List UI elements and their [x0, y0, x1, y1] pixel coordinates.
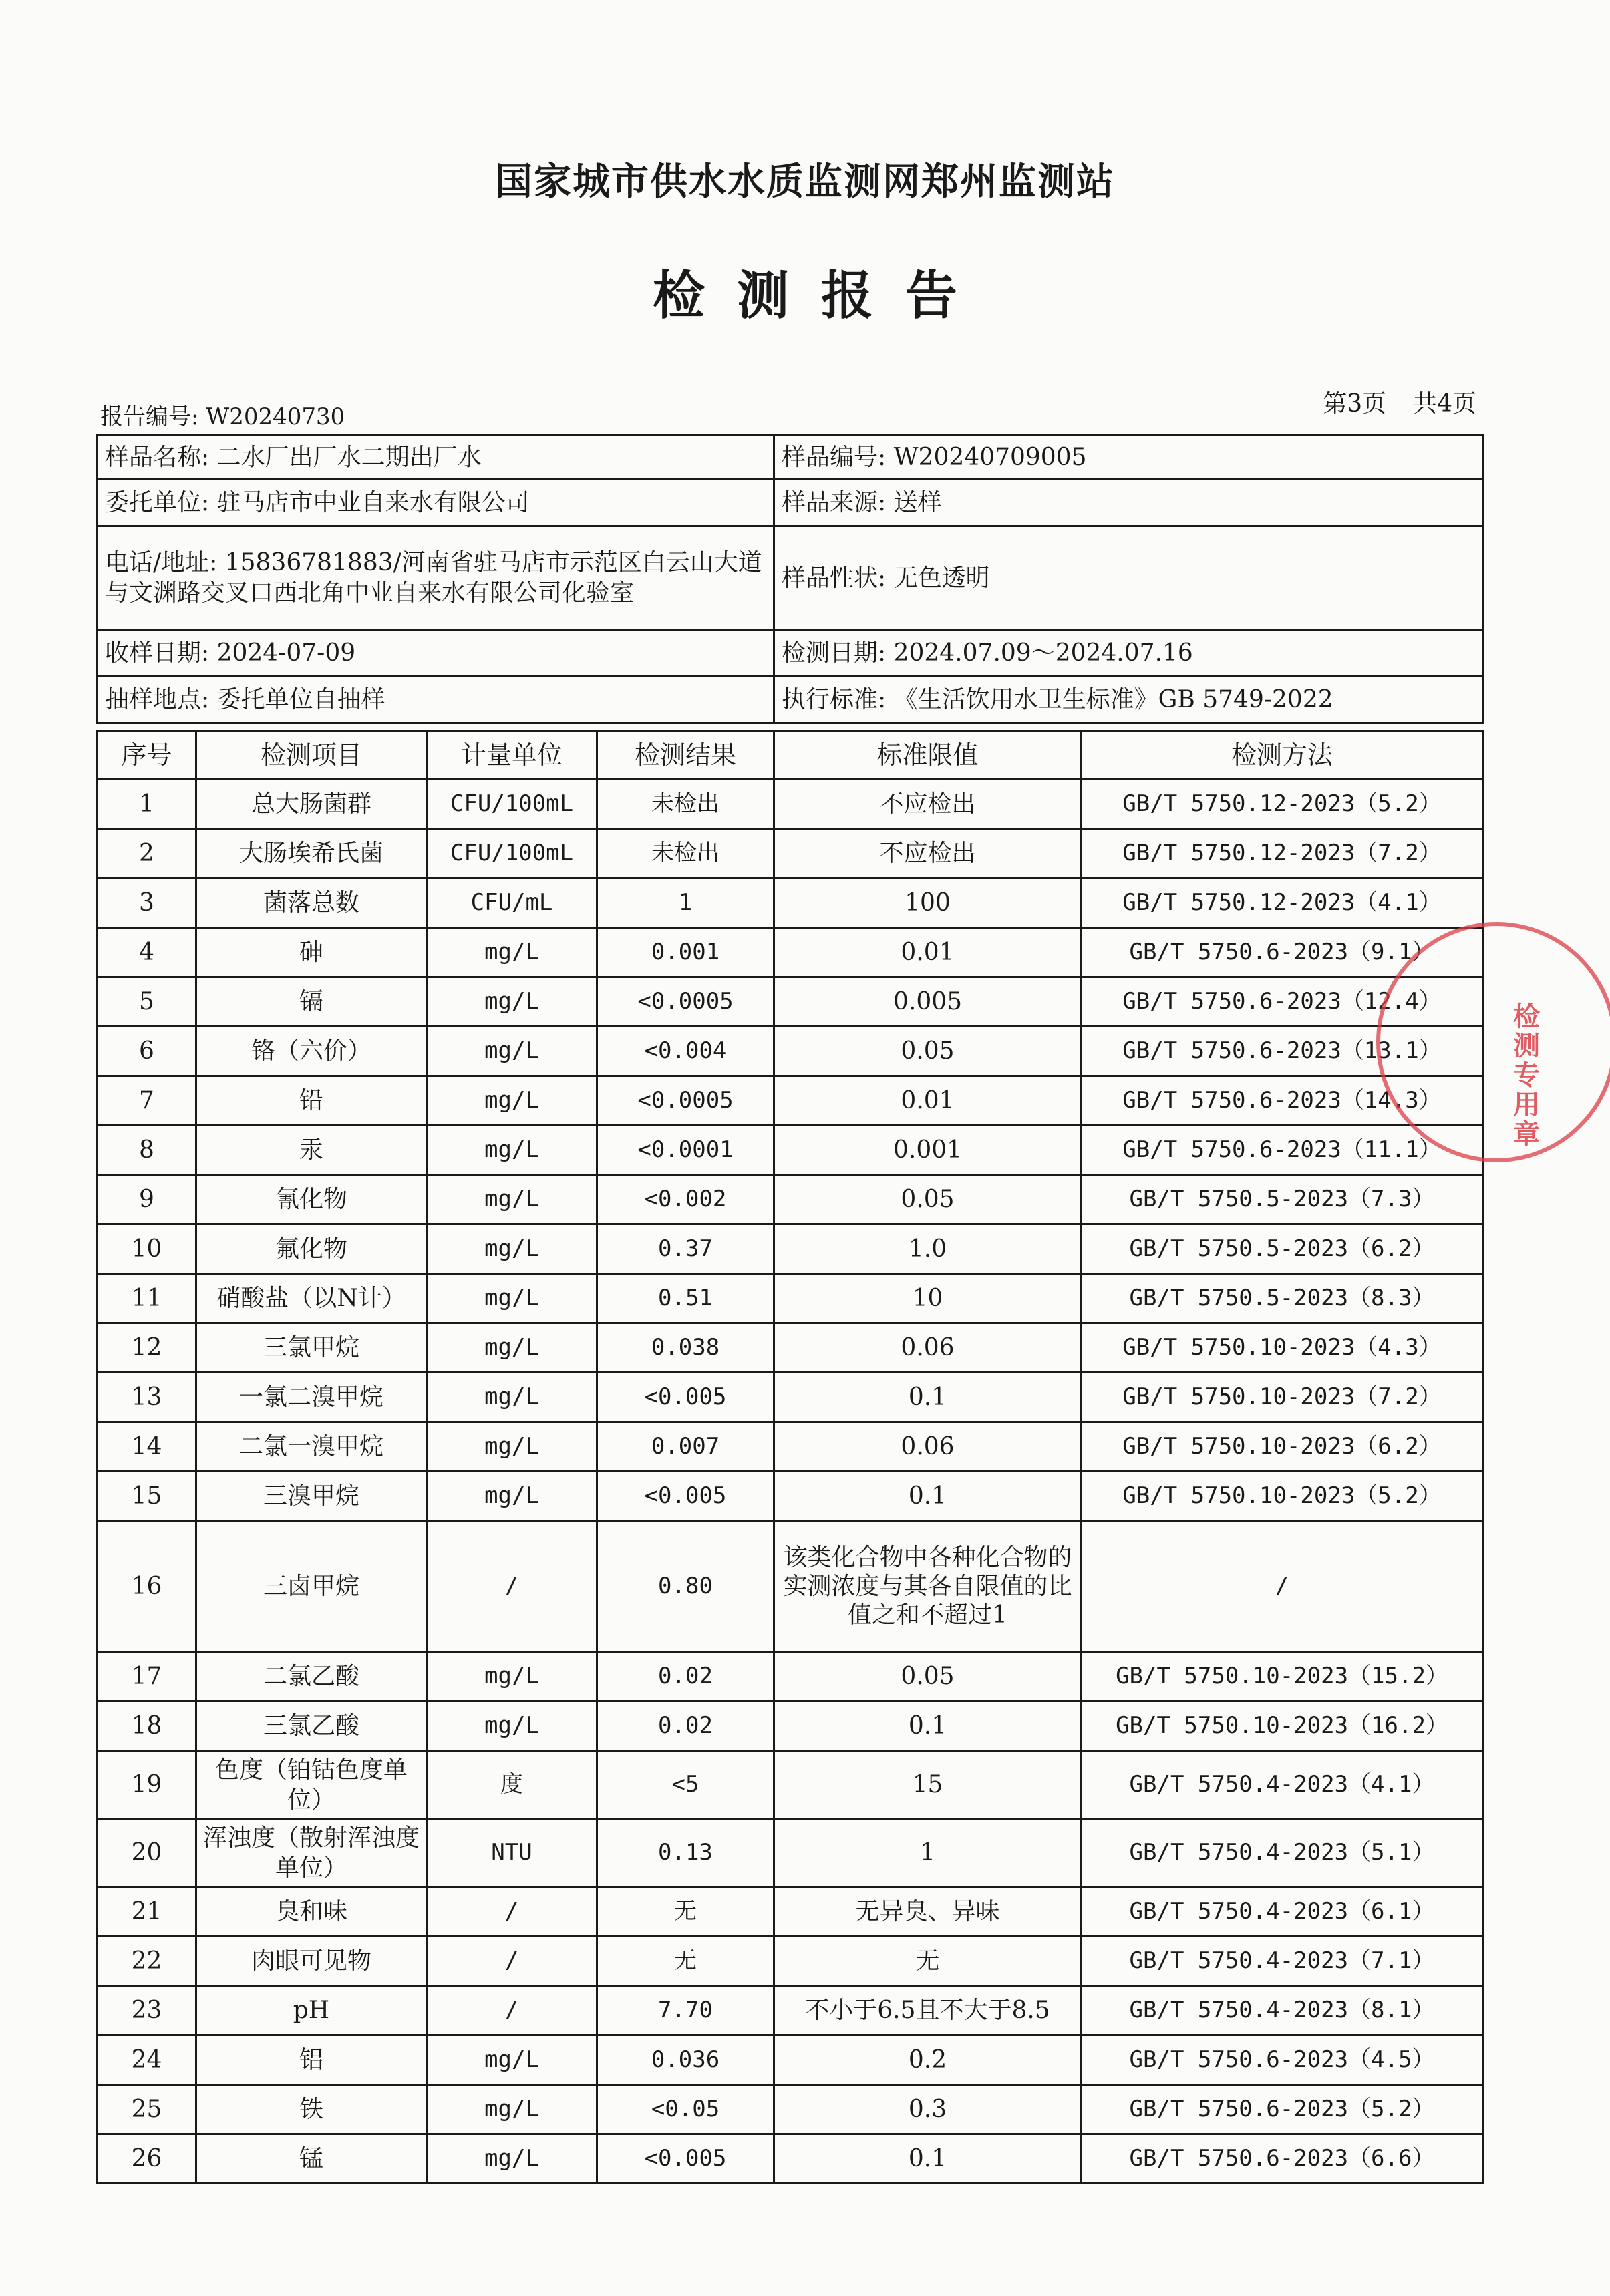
- unit: /: [427, 1887, 597, 1937]
- column-header: 检测方法: [1082, 731, 1483, 780]
- test-result: <0.0005: [597, 1076, 774, 1126]
- row-number: 22: [98, 1937, 196, 1986]
- row-number: 13: [98, 1373, 196, 1422]
- test-result: <0.0001: [597, 1126, 774, 1175]
- standard-limit: 不小于6.5且不大于8.5: [774, 1986, 1082, 2035]
- table-row: [98, 1986, 1483, 2035]
- test-method: GB/T 5750.6-2023（14.3）: [1082, 1076, 1483, 1126]
- unit: /: [427, 1937, 597, 1986]
- test-method: GB/T 5750.4-2023（5.1）: [1082, 1819, 1483, 1887]
- test-method: GB/T 5750.4-2023（6.1）: [1082, 1887, 1483, 1937]
- test-result: 0.036: [597, 2035, 774, 2085]
- test-item: 二氯一溴甲烷: [196, 1422, 427, 1472]
- row-number: 24: [98, 2035, 196, 2085]
- row-number: 25: [98, 2085, 196, 2134]
- unit: /: [427, 1986, 597, 2035]
- unit: 度: [427, 1751, 597, 1819]
- table-row: [98, 1937, 1483, 1986]
- page-number: 第3页: [1323, 390, 1387, 418]
- unit: mg/L: [427, 977, 597, 1027]
- test-method: GB/T 5750.10-2023（4.3）: [1082, 1323, 1483, 1373]
- test-item: 三卤甲烷: [196, 1521, 427, 1652]
- standard-limit: 0.2: [774, 2035, 1082, 2085]
- standard-limit: 1.0: [774, 1224, 1082, 1274]
- unit: mg/L: [427, 1701, 597, 1751]
- row-number: 5: [98, 977, 196, 1027]
- unit: mg/L: [427, 1373, 597, 1422]
- standard-limit: 0.05: [774, 1175, 1082, 1224]
- test-method: GB/T 5750.6-2023（6.6）: [1082, 2134, 1483, 2184]
- received-date: 收样日期: 2024-07-09: [98, 630, 774, 677]
- standard-limit: 0.001: [774, 1126, 1082, 1175]
- results-table: [96, 730, 1484, 2184]
- row-number: 10: [98, 1224, 196, 1274]
- test-method: GB/T 5750.6-2023（11.1）: [1082, 1126, 1483, 1175]
- row-number: 23: [98, 1986, 196, 2035]
- test-item: 铝: [196, 2035, 427, 2085]
- test-method: GB/T 5750.10-2023（5.2）: [1082, 1472, 1483, 1521]
- test-result: <0.0005: [597, 977, 774, 1027]
- column-header: 计量单位: [427, 731, 597, 780]
- test-result: <0.002: [597, 1175, 774, 1224]
- test-item: 氟化物: [196, 1224, 427, 1274]
- row-number: 1: [98, 780, 196, 829]
- unit: mg/L: [427, 2035, 597, 2085]
- row-number: 26: [98, 2134, 196, 2184]
- document-title: 检测报告: [652, 265, 989, 326]
- test-method: GB/T 5750.6-2023（5.2）: [1082, 2085, 1483, 2134]
- test-method: GB/T 5750.12-2023（5.2）: [1082, 780, 1483, 829]
- standard-limit: 无异臭、异味: [774, 1887, 1082, 1937]
- test-item: 浑浊度（散射浑浊度单位）: [196, 1819, 427, 1887]
- test-method: GB/T 5750.5-2023（8.3）: [1082, 1274, 1483, 1323]
- row-number: 2: [98, 829, 196, 878]
- test-result: 未检出: [597, 829, 774, 878]
- unit: mg/L: [427, 1472, 597, 1521]
- standard-limit: 0.1: [774, 1373, 1082, 1422]
- test-date: 检测日期: 2024.07.09～2024.07.16: [774, 630, 1483, 677]
- test-method: /: [1082, 1521, 1483, 1652]
- test-result: <0.005: [597, 2134, 774, 2184]
- test-method: GB/T 5750.10-2023（15.2）: [1082, 1652, 1483, 1701]
- table-row: [98, 878, 1483, 928]
- table-row: [98, 1751, 1483, 1819]
- table-row: [98, 2085, 1483, 2134]
- table-row: [98, 780, 1483, 829]
- table-header-row: [98, 731, 1483, 780]
- test-item: 总大肠菌群: [196, 780, 427, 829]
- test-method: GB/T 5750.4-2023（8.1）: [1082, 1986, 1483, 2035]
- row-number: 11: [98, 1274, 196, 1323]
- row-number: 9: [98, 1175, 196, 1224]
- test-result: <5: [597, 1751, 774, 1819]
- test-result: 0.80: [597, 1521, 774, 1652]
- test-method: GB/T 5750.12-2023（7.2）: [1082, 829, 1483, 878]
- standard-limit: 1: [774, 1819, 1082, 1887]
- contact-address: 电话/地址: 15836781883/河南省驻马店市示范区白云山大道与文渊路交叉口西北角中业自来水有限公司化验室: [98, 526, 774, 630]
- test-result: 1: [597, 878, 774, 928]
- standard-limit: 0.1: [774, 1472, 1082, 1521]
- standard-limit: 100: [774, 878, 1082, 928]
- unit: mg/L: [427, 1126, 597, 1175]
- test-item: 臭和味: [196, 1887, 427, 1937]
- test-item: 三溴甲烷: [196, 1472, 427, 1521]
- unit: mg/L: [427, 1027, 597, 1076]
- test-item: 三氯乙酸: [196, 1701, 427, 1751]
- table-row: [98, 1274, 1483, 1323]
- unit: mg/L: [427, 1323, 597, 1373]
- test-method: GB/T 5750.4-2023（7.1）: [1082, 1937, 1483, 1986]
- sample-state: 样品性状: 无色透明: [774, 526, 1483, 630]
- column-header: 标准限值: [774, 731, 1082, 780]
- unit: mg/L: [427, 1422, 597, 1472]
- standard-limit: 0.05: [774, 1027, 1082, 1076]
- test-item: 色度（铂钴色度单位）: [196, 1751, 427, 1819]
- standard-limit: 0.005: [774, 977, 1082, 1027]
- table-row: [98, 1224, 1483, 1274]
- test-item: 肉眼可见物: [196, 1937, 427, 1986]
- test-method: GB/T 5750.10-2023（7.2）: [1082, 1373, 1483, 1422]
- standard-limit: 0.05: [774, 1652, 1082, 1701]
- standard-limit: 15: [774, 1751, 1082, 1819]
- test-item: 锰: [196, 2134, 427, 2184]
- row-number: 16: [98, 1521, 196, 1652]
- test-method: GB/T 5750.6-2023（13.1）: [1082, 1027, 1483, 1076]
- page-info: [1296, 385, 1476, 419]
- sample-source: 样品来源: 送样: [774, 480, 1483, 526]
- standard-limit: 0.3: [774, 2085, 1082, 2134]
- test-result: 0.001: [597, 928, 774, 977]
- standard-limit: 不应检出: [774, 780, 1082, 829]
- table-row: [98, 829, 1483, 878]
- row-number: 4: [98, 928, 196, 977]
- test-method: GB/T 5750.6-2023（9.1）: [1082, 928, 1483, 977]
- standard-limit: 0.1: [774, 1701, 1082, 1751]
- table-row: [98, 1701, 1483, 1751]
- test-item: 大肠埃希氏菌: [196, 829, 427, 878]
- test-item: 菌落总数: [196, 878, 427, 928]
- sample-info-table: [96, 434, 1484, 724]
- test-method: GB/T 5750.12-2023（4.1）: [1082, 878, 1483, 928]
- test-result: 0.038: [597, 1323, 774, 1373]
- row-number: 15: [98, 1472, 196, 1521]
- table-row: [98, 1819, 1483, 1887]
- test-item: 二氯乙酸: [196, 1652, 427, 1701]
- inspection-seal: [1376, 922, 1610, 1162]
- row-number: 8: [98, 1126, 196, 1175]
- table-row: [98, 1887, 1483, 1937]
- sample-name: 样品名称: 二水厂出厂水二期出厂水: [98, 436, 774, 480]
- test-item: 铅: [196, 1076, 427, 1126]
- total-pages: 共4页: [1413, 390, 1476, 418]
- test-method: GB/T 5750.10-2023（6.2）: [1082, 1422, 1483, 1472]
- organization-name: 国家城市供水水质监测网郑州监测站: [495, 160, 1115, 204]
- test-item: 氰化物: [196, 1175, 427, 1224]
- unit: /: [427, 1521, 597, 1652]
- test-result: 0.37: [597, 1224, 774, 1274]
- standard-limit: 无: [774, 1937, 1082, 1986]
- test-result: 7.70: [597, 1986, 774, 2035]
- unit: mg/L: [427, 1076, 597, 1126]
- test-result: 无: [597, 1937, 774, 1986]
- test-result: 0.51: [597, 1274, 774, 1323]
- test-result: 0.13: [597, 1819, 774, 1887]
- row-number: 18: [98, 1701, 196, 1751]
- test-item: 一氯二溴甲烷: [196, 1373, 427, 1422]
- row-number: 6: [98, 1027, 196, 1076]
- unit: mg/L: [427, 1175, 597, 1224]
- standard-limit: 0.01: [774, 928, 1082, 977]
- unit: mg/L: [427, 1224, 597, 1274]
- test-method: GB/T 5750.5-2023（7.3）: [1082, 1175, 1483, 1224]
- unit: CFU/100mL: [427, 829, 597, 878]
- test-result: <0.005: [597, 1472, 774, 1521]
- test-item: pH: [196, 1986, 427, 2035]
- table-row: [98, 1521, 1483, 1652]
- test-method: GB/T 5750.4-2023（4.1）: [1082, 1751, 1483, 1819]
- standard-limit: 10: [774, 1274, 1082, 1323]
- test-item: 汞: [196, 1126, 427, 1175]
- table-row: [98, 1373, 1483, 1422]
- column-header: 序号: [98, 731, 196, 780]
- test-result: <0.004: [597, 1027, 774, 1076]
- row-number: 20: [98, 1819, 196, 1887]
- row-number: 7: [98, 1076, 196, 1126]
- table-row: [98, 1175, 1483, 1224]
- table-row: [98, 1126, 1483, 1175]
- table-row: [98, 1323, 1483, 1373]
- report-number: 报告编号: W20240730: [100, 403, 345, 430]
- test-method: GB/T 5750.5-2023（6.2）: [1082, 1224, 1483, 1274]
- standard-limit: 0.06: [774, 1422, 1082, 1472]
- client: 委托单位: 驻马店市中业自来水有限公司: [98, 480, 774, 526]
- unit: mg/L: [427, 1274, 597, 1323]
- unit: NTU: [427, 1819, 597, 1887]
- test-item: 铁: [196, 2085, 427, 2134]
- test-method: GB/T 5750.6-2023（4.5）: [1082, 2035, 1483, 2085]
- seal-text: 检测专用章: [1513, 1001, 1540, 1150]
- sampling-location: 抽样地点: 委托单位自抽样: [98, 677, 774, 723]
- column-header: 检测结果: [597, 731, 774, 780]
- test-method: GB/T 5750.6-2023（12.4）: [1082, 977, 1483, 1027]
- row-number: 17: [98, 1652, 196, 1701]
- standard-limit: 0.1: [774, 2134, 1082, 2184]
- test-method: GB/T 5750.10-2023（16.2）: [1082, 1701, 1483, 1751]
- standard-limit: 0.01: [774, 1076, 1082, 1126]
- standard-limit: 不应检出: [774, 829, 1082, 878]
- unit: mg/L: [427, 928, 597, 977]
- test-item: 镉: [196, 977, 427, 1027]
- test-result: <0.005: [597, 1373, 774, 1422]
- test-item: 硝酸盐（以N计）: [196, 1274, 427, 1323]
- unit: mg/L: [427, 2134, 597, 2184]
- table-row: [98, 977, 1483, 1027]
- test-item: 三氯甲烷: [196, 1323, 427, 1373]
- standard: 执行标准: 《生活饮用水卫生标准》GB 5749-2022: [774, 677, 1483, 723]
- row-number: 3: [98, 878, 196, 928]
- table-row: [98, 2134, 1483, 2184]
- table-row: [98, 1652, 1483, 1701]
- standard-limit: 0.06: [774, 1323, 1082, 1373]
- test-result: 0.007: [597, 1422, 774, 1472]
- unit: mg/L: [427, 2085, 597, 2134]
- row-number: 19: [98, 1751, 196, 1819]
- unit: CFU/100mL: [427, 780, 597, 829]
- test-result: 0.02: [597, 1652, 774, 1701]
- table-row: [98, 928, 1483, 977]
- row-number: 14: [98, 1422, 196, 1472]
- unit: CFU/mL: [427, 878, 597, 928]
- row-number: 21: [98, 1887, 196, 1937]
- table-row: [98, 2035, 1483, 2085]
- standard-limit: 该类化合物中各种化合物的实测浓度与其各自限值的比值之和不超过1: [774, 1521, 1082, 1652]
- test-item: 砷: [196, 928, 427, 977]
- test-result: 未检出: [597, 780, 774, 829]
- table-row: [98, 1027, 1483, 1076]
- sample-number: 样品编号: W20240709005: [774, 436, 1483, 480]
- test-result: <0.05: [597, 2085, 774, 2134]
- table-row: [98, 1472, 1483, 1521]
- column-header: 检测项目: [196, 731, 427, 780]
- test-result: 无: [597, 1887, 774, 1937]
- test-result: 0.02: [597, 1701, 774, 1751]
- table-row: [98, 1076, 1483, 1126]
- row-number: 12: [98, 1323, 196, 1373]
- unit: mg/L: [427, 1652, 597, 1701]
- table-row: [98, 1422, 1483, 1472]
- test-item: 铬（六价）: [196, 1027, 427, 1076]
